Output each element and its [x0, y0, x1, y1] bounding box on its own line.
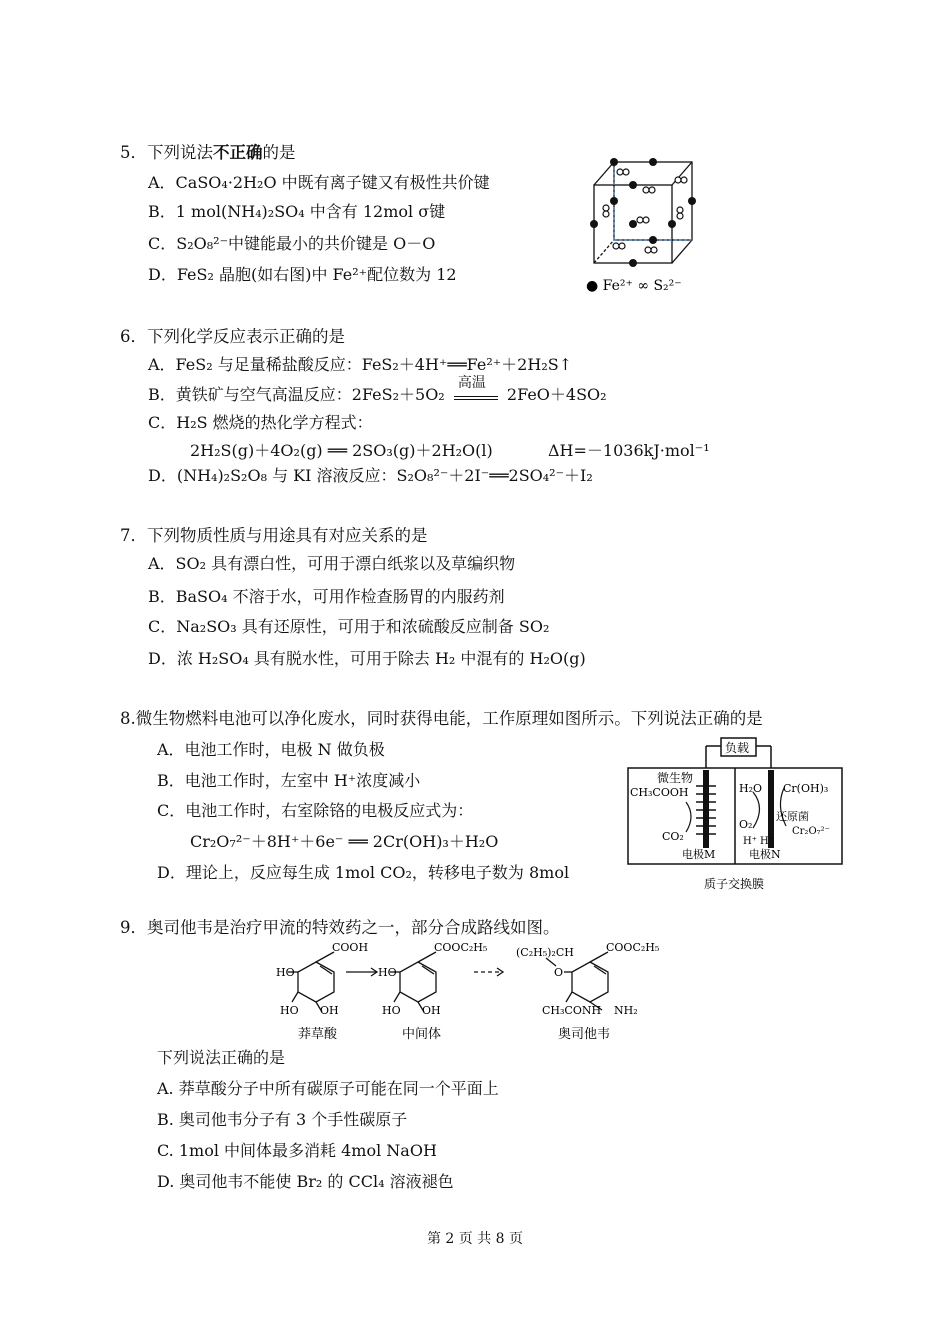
q9-option-a: A. 莽草酸分子中所有碳原子可能在同一个平面上: [157, 1079, 499, 1098]
o-label: O: [554, 966, 564, 979]
q9-stem: 9．奥司他韦是治疗甲流的特效药之一，部分合成路线如图。: [120, 918, 560, 937]
q5-stem: 5．下列说法不正确的是: [120, 143, 296, 162]
cooc2h5-label-2: COOC₂H₅: [606, 941, 660, 954]
electrode-m: [703, 770, 709, 848]
q8-option-c-equation: Cr₂O₇²⁻＋8H⁺＋6e⁻ ══ 2Cr(OH)₃＋H₂O: [190, 832, 499, 851]
o2-label: O₂: [739, 818, 753, 831]
ho-label-1: HO: [276, 966, 295, 979]
ho-label-3: HO: [378, 966, 397, 979]
membrane-label: 质子交换膜: [704, 877, 765, 891]
q9-option-b: B. 奥司他韦分子有 3 个手性碳原子: [157, 1110, 408, 1129]
q8-option-b: B．电池工作时，左室中 H⁺浓度减小: [157, 771, 421, 790]
h-plus-right-label: H⁺: [760, 836, 774, 847]
q7-option-b: B．BaSO₄ 不溶于水，可用作检查肠胃的内服药剂: [148, 587, 505, 606]
q8-stem: 8.微生物燃料电池可以净化废水，同时获得电能，工作原理如图所示。下列说法正确的是: [120, 709, 763, 728]
h2o-label: H₂O: [739, 782, 763, 795]
q6-option-b: B．黄铁矿与空气高温反应：2FeS₂＋5O₂ 高温 2FeO＋4SO₂: [148, 375, 607, 404]
q5-option-b: B．1 mol(NH₄)₂SO₄ 中含有 12mol σ键: [148, 202, 446, 221]
q6-stem: 6．下列化学反应表示正确的是: [120, 327, 345, 346]
crystal-legend: ● Fe²⁺ ∞ S₂²⁻: [586, 278, 682, 294]
croh3-label: Cr(OH)₃: [783, 782, 829, 795]
q6-option-c: C．H₂S 燃烧的热化学方程式：: [148, 413, 373, 432]
intermediate-name: 中间体: [402, 1027, 442, 1042]
q5-option-c: C．S₂O₈²⁻中键能最小的共价键是 O－O: [148, 234, 436, 253]
q5-option-a: A．CaSO₄·2H₂O 中既有离子键又有极性共价键: [148, 173, 490, 192]
q8-option-d: D．理论上，反应每生成 1mol CO₂，转移电子数为 8mol: [157, 863, 570, 882]
cooc2h5-label-1: COOC₂H₅: [434, 941, 488, 954]
electrode-n-label: 电极N: [749, 848, 781, 861]
ch3cooh-label: CH₃COOH: [630, 786, 689, 799]
q7-option-c: C．Na₂SO₃ 具有还原性，可用于和浓硫酸反应制备 SO₂: [148, 617, 550, 636]
cooh-label: COOH: [332, 941, 369, 954]
q9-sub-stem: 下列说法正确的是: [157, 1048, 286, 1067]
q7-option-a: A．SO₂ 具有漂白性，可用于漂白纸浆以及草编织物: [148, 554, 516, 573]
fes2-crystal-figure: [584, 150, 704, 298]
microbe-label: 微生物: [657, 771, 694, 785]
q6-option-d: D．(NH₄)₂S₂O₈ 与 KI 溶液反应：S₂O₈²⁻＋2I⁻══2SO₄²⁻＋I₂: [148, 466, 593, 485]
synthesis-route-figure: [276, 938, 696, 1042]
fuel-cell-figure: [626, 736, 848, 894]
q8-option-a: A．电池工作时，电极 N 做负极: [157, 740, 385, 759]
bacteria-label: 还原菌: [776, 810, 809, 823]
q8-option-c: C．电池工作时，右室除铬的电极反应式为：: [157, 801, 474, 820]
condition-high-temp: 高温: [457, 375, 486, 391]
q6-option-c-equation: 2H₂S(g)＋4O₂(g) ══ 2SO₃(g)＋2H₂O(l): [190, 441, 493, 460]
co2-label: CO₂: [662, 830, 684, 843]
page-footer: 第 2 页 共 8 页: [426, 1231, 524, 1247]
ch3conh-label: CH₃CONH: [542, 1004, 602, 1017]
q9-option-d: D. 奥司他韦不能使 Br₂ 的 CCl₄ 溶液褪色: [157, 1172, 454, 1191]
electrode-m-label: 电极M: [682, 848, 716, 861]
q5-emphasis: 不正确: [213, 143, 263, 162]
q7-stem: 7．下列物质性质与用途具有对应关系的是: [120, 526, 428, 545]
c2h5ch-label: (C₂H₅)₂CH: [516, 946, 574, 959]
q6-option-c-enthalpy: ΔH=－1036kJ·mol⁻¹: [548, 441, 710, 460]
q7-option-d: D．浓 H₂SO₄ 具有脱水性，可用于除去 H₂ 中混有的 H₂O(g): [148, 649, 586, 668]
q6-option-a: A．FeS₂ 与足量稀盐酸反应：FeS₂＋4H⁺══Fe²⁺＋2H₂S↑: [148, 355, 573, 374]
q5-option-d: D．FeS₂ 晶胞(如右图)中 Fe²⁺配位数为 12: [148, 265, 457, 284]
cr2o7-label: Cr₂O₇²⁻: [792, 826, 830, 837]
ho-label-4: HO: [382, 1004, 401, 1017]
ho-label-2: HO: [280, 1004, 299, 1017]
oh-label-1: OH: [320, 1004, 339, 1017]
q9-option-c: C. 1mol 中间体最多消耗 4mol NaOH: [157, 1141, 437, 1160]
h-plus-left-label: H⁺: [743, 836, 757, 847]
load-label: 负载: [725, 741, 750, 755]
shikimic-acid-name: 莽草酸: [298, 1027, 338, 1042]
oseltamivir-name: 奥司他韦: [558, 1027, 611, 1042]
oh-label-2: OH: [422, 1004, 441, 1017]
nh2-label: NH₂: [614, 1004, 638, 1017]
